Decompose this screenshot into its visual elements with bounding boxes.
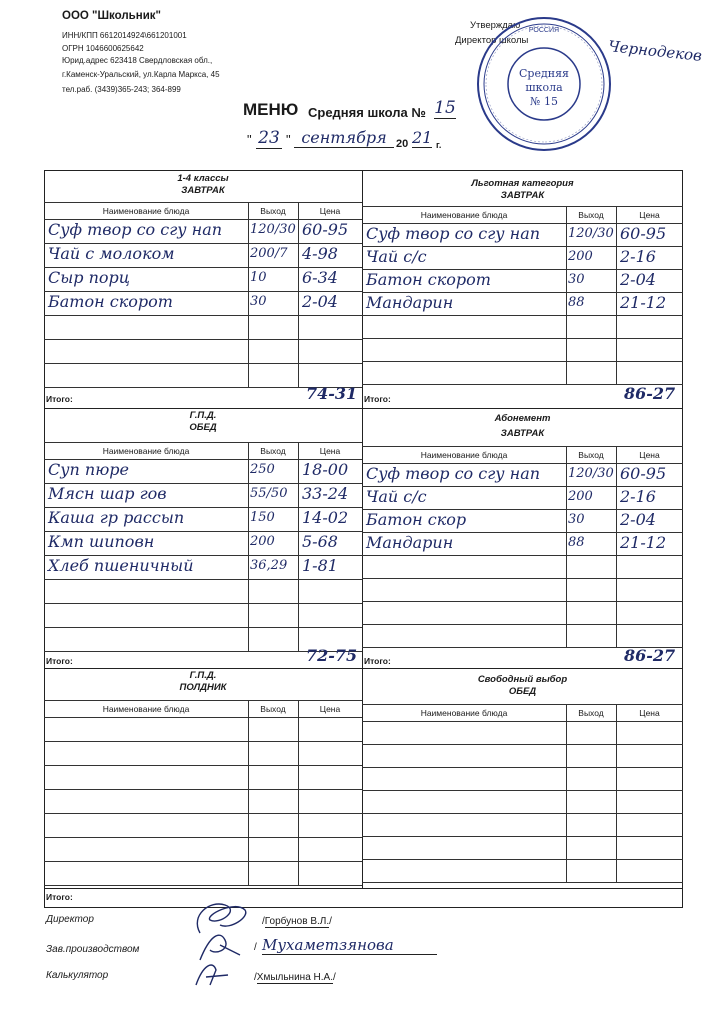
column-header — [362, 446, 683, 464]
approve-label: Утверждаю — [470, 20, 521, 31]
total-label: Итого: — [46, 394, 73, 404]
table-row — [44, 814, 362, 838]
col-name: Наименование блюда — [420, 450, 508, 460]
dish-price: 18-00 — [302, 460, 349, 479]
section-subtitle: ЗАВТРАК — [500, 428, 545, 439]
table-row — [362, 487, 683, 510]
table-row — [362, 247, 683, 270]
menu-title: МЕНЮ — [243, 100, 299, 119]
dish-yield: 150 — [250, 510, 275, 525]
dish-price: 4-98 — [302, 244, 338, 263]
year-prefix: 20 — [396, 138, 409, 150]
col-price: Цена — [639, 450, 660, 460]
dish-name: Батон скорот — [366, 270, 491, 289]
table-row — [44, 508, 362, 532]
dish-yield: 200 — [568, 249, 593, 264]
dish-name: Суф твор со сгу нап — [366, 464, 541, 483]
total-label: Итого: — [46, 892, 73, 902]
dish-name: Сыр порц — [48, 268, 130, 287]
total-label: Итого: — [364, 394, 391, 404]
column-header — [44, 202, 362, 220]
table-row — [362, 556, 683, 579]
section-free-choice-lunch — [362, 668, 683, 888]
calc-name-field: /Хмыльнина Н.А./ — [254, 972, 336, 983]
dish-yield: 88 — [568, 535, 585, 550]
table-row — [44, 532, 362, 556]
dish-price: 14-02 — [302, 508, 349, 527]
year-suffix: г. — [436, 140, 442, 150]
stamp-line-2: школа — [525, 81, 563, 94]
dish-name: Чай с/с — [366, 487, 427, 506]
col-yield: Выход — [578, 708, 604, 718]
col-yield: Выход — [578, 450, 604, 460]
table-row — [362, 362, 683, 385]
total-label: Итого: — [364, 656, 391, 666]
table-row — [362, 579, 683, 602]
table-row — [44, 316, 362, 340]
section-title: 1-4 классы — [177, 173, 229, 184]
table-row — [362, 533, 683, 556]
dish-yield: 120/30 — [250, 222, 296, 237]
section-subtitle: ОБЕД — [189, 422, 217, 433]
table-row — [362, 464, 683, 487]
table-row — [362, 814, 683, 837]
dish-name: Чай с/с — [366, 247, 427, 266]
chief-role: Зав.производством — [46, 944, 140, 955]
col-price: Цена — [639, 210, 660, 220]
col-name: Наименование блюда — [420, 708, 508, 718]
col-yield: Выход — [260, 446, 286, 456]
section-subtitle: ПОЛДНИК — [179, 682, 227, 693]
table-row — [44, 862, 362, 886]
director-school-label: Директор школы — [455, 35, 529, 46]
section-subtitle: ОБЕД — [508, 686, 537, 697]
dish-yield: 120/30 — [568, 226, 614, 241]
table-row — [44, 556, 362, 580]
company-name: ООО "Школьник" — [62, 10, 161, 22]
dish-name: Батон скор — [366, 510, 467, 529]
dish-yield: 200 — [568, 489, 593, 504]
table-row — [362, 224, 683, 247]
col-name: Наименование блюда — [102, 206, 190, 216]
dish-price: 5-68 — [302, 532, 338, 551]
col-price: Цена — [319, 206, 341, 216]
dish-price: 2-16 — [620, 247, 656, 266]
section-title: Г.П.Д. — [189, 410, 217, 421]
dish-yield: 36,29 — [250, 558, 288, 573]
table-row — [44, 244, 362, 268]
table-row — [362, 625, 683, 648]
dish-name: Мандарин — [366, 293, 454, 312]
section-title: Абонемент — [494, 413, 551, 424]
table-row — [44, 604, 362, 628]
col-yield: Выход — [260, 206, 286, 216]
column-header — [362, 704, 683, 722]
dish-yield: 30 — [568, 272, 585, 287]
column-header — [44, 700, 362, 718]
total-value: 86-27 — [624, 384, 676, 403]
stamp-top-text: РОССИЯ — [528, 27, 560, 34]
section-1-4-breakfast — [44, 170, 362, 408]
section-title: Льготная категория — [471, 178, 574, 189]
dish-price: 2-04 — [620, 270, 656, 289]
section-subtitle: ЗАВТРАК — [500, 190, 545, 201]
section-title: Свободный выбор — [477, 674, 568, 685]
col-yield: Выход — [260, 704, 286, 714]
chief-name: Мухаметзянова — [262, 936, 437, 955]
calc-role: Калькулятор — [46, 970, 109, 981]
dish-yield: 120/30 — [568, 466, 614, 481]
calc-signature-mark — [188, 955, 238, 990]
col-price: Цена — [319, 704, 341, 714]
col-yield: Выход — [578, 210, 604, 220]
table-row — [44, 292, 362, 316]
dish-price: 21-12 — [620, 293, 667, 312]
section-gpd-lunch — [44, 408, 362, 668]
table-row — [44, 790, 362, 814]
table-row — [362, 837, 683, 860]
total-label: Итого: — [46, 656, 73, 666]
dish-yield: 250 — [250, 462, 275, 477]
section-title: Г.П.Д. — [189, 670, 217, 681]
dish-price: 21-12 — [620, 533, 667, 552]
dish-name: Кмп шиповн — [48, 532, 155, 551]
dish-name: Мясн шар гов — [48, 484, 167, 503]
table-row — [44, 268, 362, 292]
table-row — [44, 580, 362, 604]
table-row — [44, 766, 362, 790]
school-stamp — [474, 14, 614, 154]
table-row — [44, 718, 362, 742]
dish-yield: 200/7 — [250, 246, 288, 261]
dish-price: 2-04 — [302, 292, 338, 311]
dish-price: 60-95 — [620, 464, 667, 483]
dish-name: Каша гр рассып — [48, 508, 185, 527]
col-name: Наименование блюда — [102, 446, 190, 456]
company-phone: тел.раб. (3439)365-243; 364-899 — [62, 85, 181, 94]
company-inn: ИНН/КПП 6612014924\661201001 — [62, 31, 187, 40]
table-row — [44, 340, 362, 364]
table-row — [362, 722, 683, 745]
dish-price: 60-95 — [302, 220, 349, 239]
dish-name: Хлеб пшеничный — [48, 556, 194, 575]
table-row — [362, 293, 683, 316]
stamp-line-3: № 15 — [530, 95, 558, 108]
table-row — [362, 791, 683, 814]
table-row — [362, 316, 683, 339]
school-number: 15 — [434, 98, 456, 118]
table-row — [44, 220, 362, 244]
dish-price: 2-04 — [620, 510, 656, 529]
section-gpd-snack — [44, 668, 362, 908]
total-value: 74-31 — [306, 384, 358, 403]
section-subscription-breakfast — [362, 408, 683, 668]
date-day: 23 — [256, 128, 282, 149]
table-row — [362, 768, 683, 791]
section-subtitle: ЗАВТРАК — [181, 185, 225, 196]
table-row — [362, 270, 683, 293]
director-name: Горбунов В.Л. — [264, 916, 330, 927]
table-row — [362, 602, 683, 625]
dish-name: Суп пюре — [48, 460, 130, 479]
date-month: сентября — [294, 128, 394, 148]
dish-yield: 30 — [250, 294, 267, 309]
table-row — [362, 745, 683, 768]
company-address-2: г.Каменск-Уральский, ул.Карла Маркса, 45 — [62, 70, 220, 79]
table-row — [362, 339, 683, 362]
dish-yield: 200 — [250, 534, 275, 549]
dish-name: Мандарин — [366, 533, 454, 552]
table-row — [362, 860, 683, 883]
total-row — [362, 384, 683, 408]
dish-price: 2-16 — [620, 487, 656, 506]
stamp-line-1: Средняя — [519, 67, 569, 80]
col-price: Цена — [319, 446, 341, 456]
date-year: 21 — [412, 128, 433, 147]
company-ogrn: ОГРН 1046600625642 — [62, 44, 144, 53]
dish-name: Чай с молоком — [48, 244, 175, 263]
table-row — [44, 838, 362, 862]
director-role: Директор — [46, 914, 94, 925]
dish-price: 1-81 — [302, 556, 338, 575]
table-row — [44, 742, 362, 766]
director-name-field: /Горбунов В.Л./ — [262, 916, 332, 927]
dish-yield: 10 — [250, 270, 267, 285]
dish-price: 6-34 — [302, 268, 338, 287]
dish-yield: 55/50 — [250, 486, 288, 501]
col-name: Наименование блюда — [102, 704, 190, 714]
total-value: 86-27 — [624, 646, 676, 665]
table-row — [44, 484, 362, 508]
director-signature: Чернодеков — [607, 37, 703, 65]
dish-name: Суф твор со сгу нап — [48, 220, 223, 239]
company-address-1: Юрид.адрес 623418 Свердловская обл., — [62, 56, 213, 65]
column-header — [44, 442, 362, 460]
table-row — [44, 460, 362, 484]
total-value: 72-75 — [306, 646, 358, 665]
table-row — [362, 510, 683, 533]
dish-name: Суф твор со сгу нап — [366, 224, 541, 243]
column-header — [362, 206, 683, 224]
school-label: Средняя школа № — [308, 105, 426, 120]
calc-name: Хмыльнина Н.А. — [256, 972, 333, 983]
col-name: Наименование блюда — [420, 210, 508, 220]
dish-name: Батон скорот — [48, 292, 173, 311]
total-row — [44, 384, 362, 408]
dish-price: 33-24 — [302, 484, 349, 503]
dish-yield: 30 — [568, 512, 585, 527]
section-benefit-breakfast — [362, 170, 683, 408]
dish-yield: 88 — [568, 295, 585, 310]
col-price: Цена — [639, 708, 660, 718]
dish-price: 60-95 — [620, 224, 667, 243]
